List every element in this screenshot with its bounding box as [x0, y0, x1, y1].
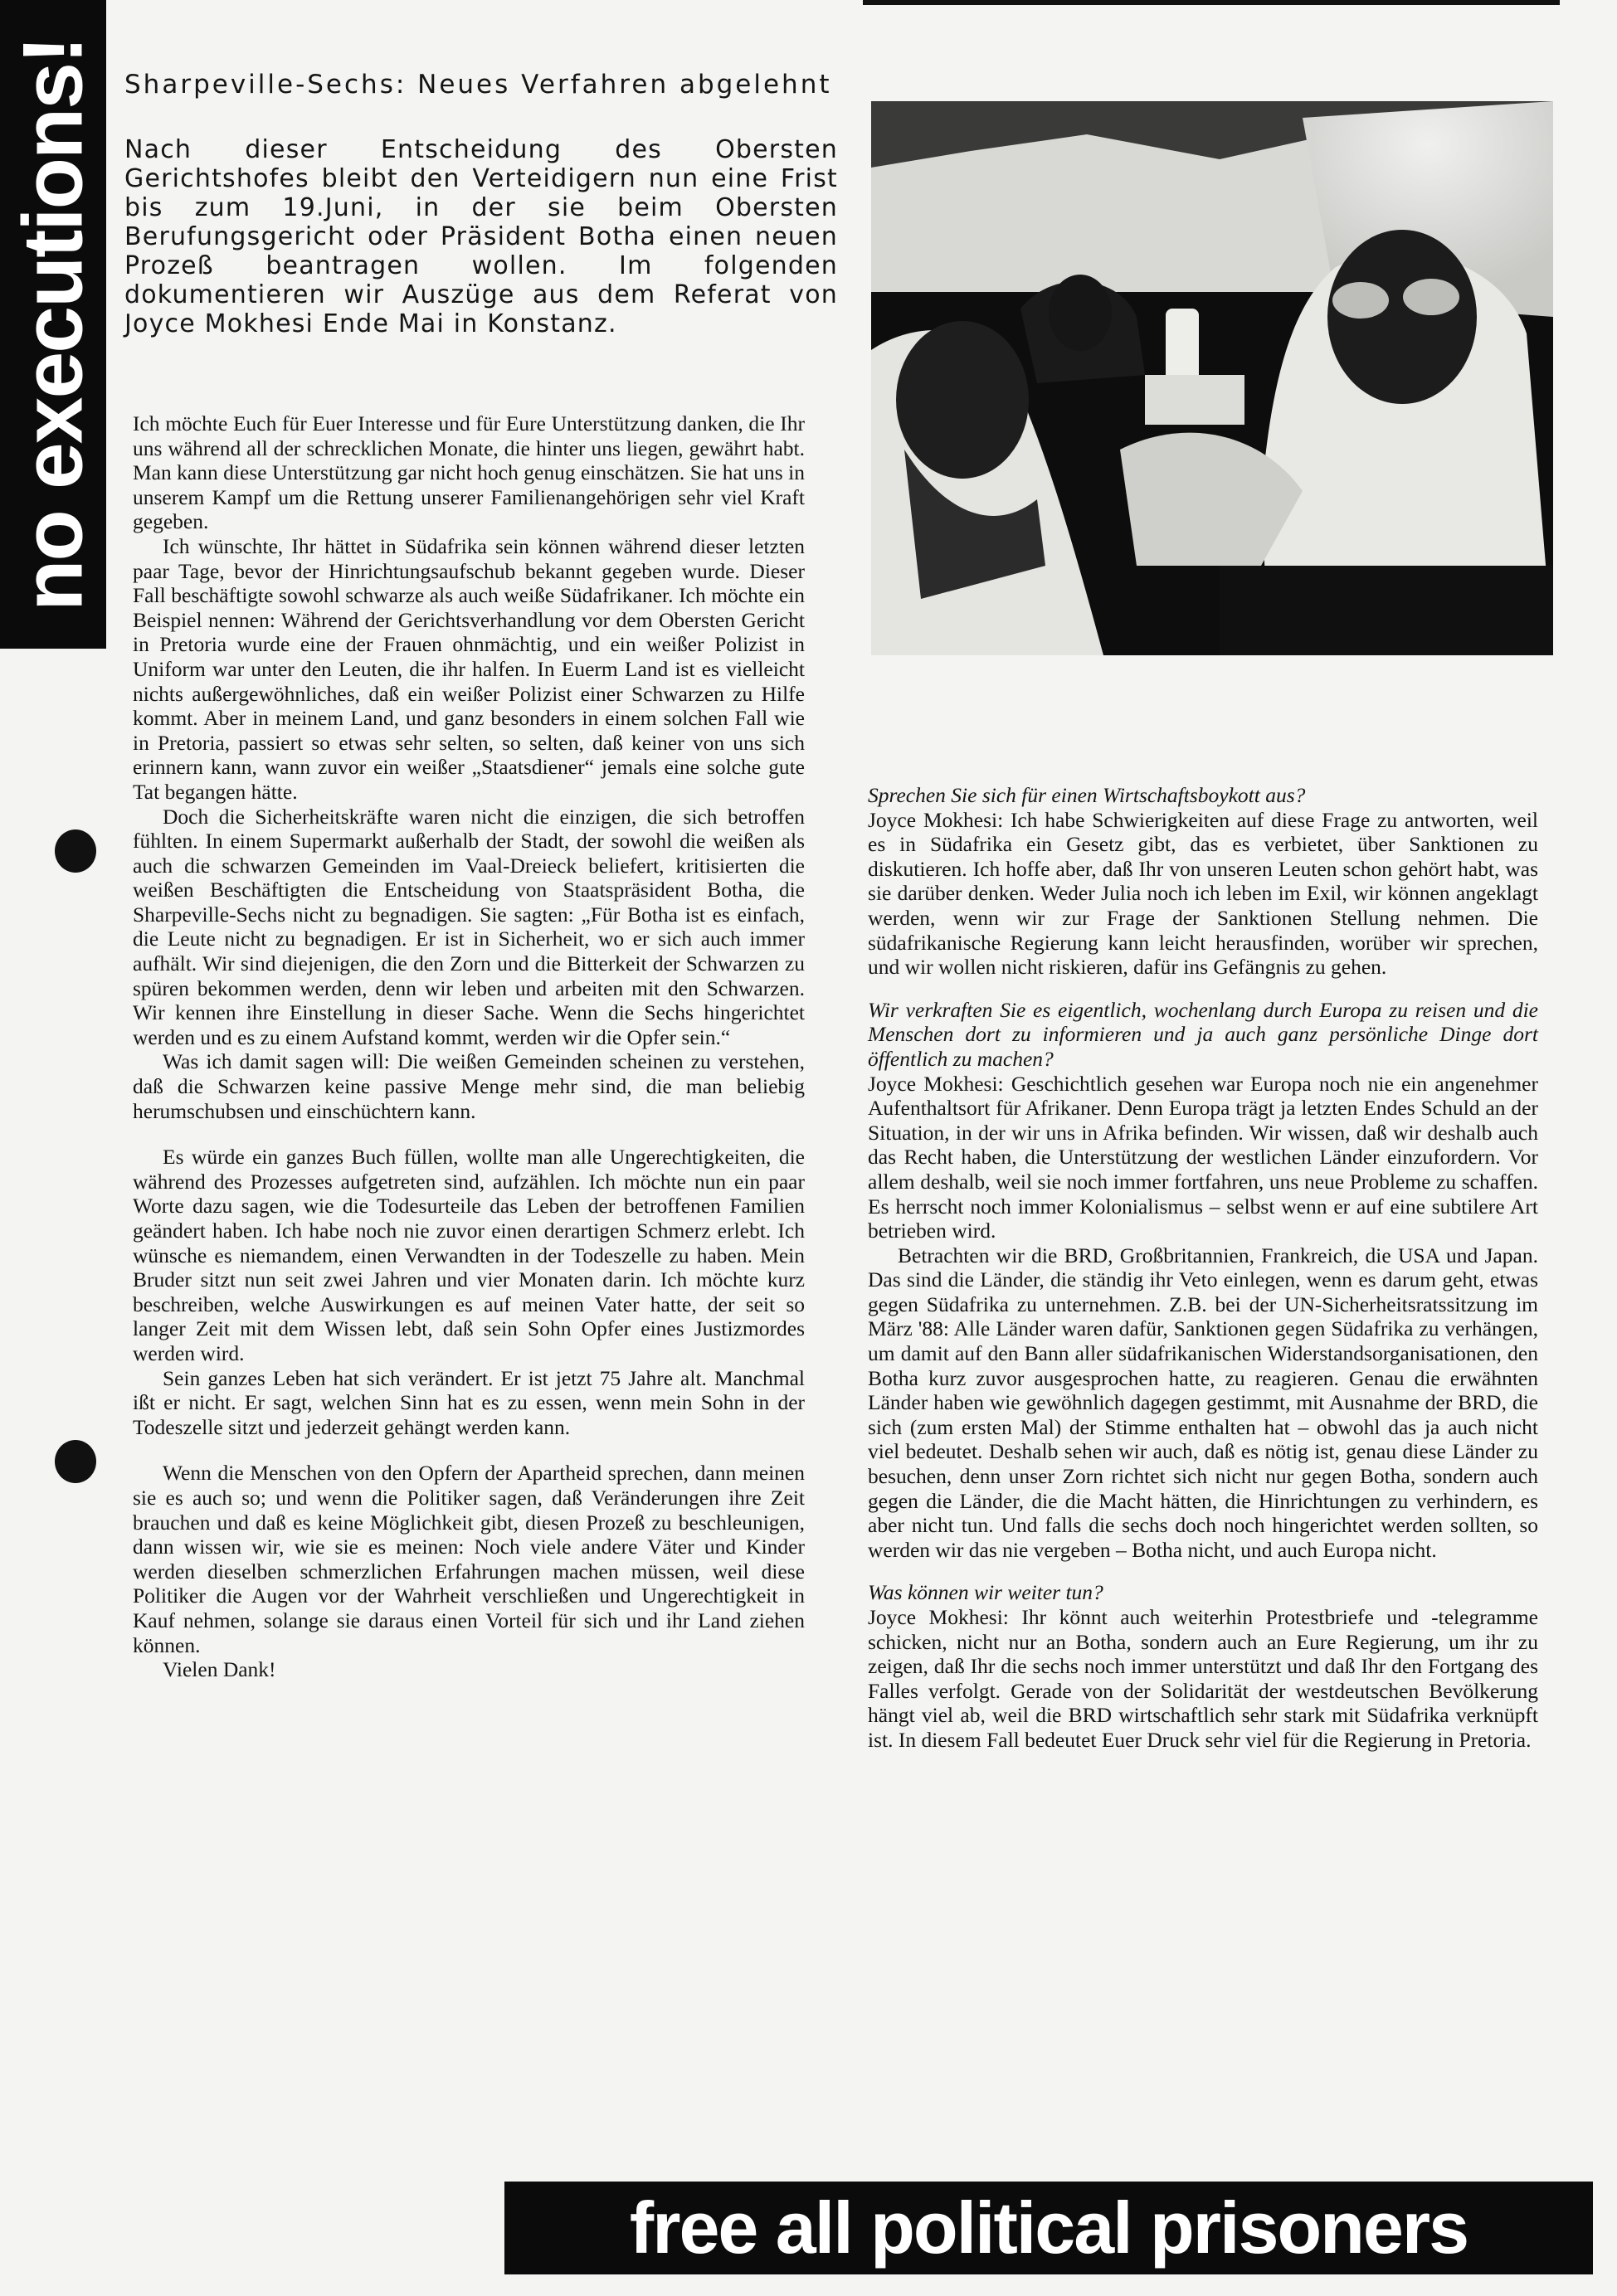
- closing-line: Vielen Dank!: [163, 1657, 276, 1682]
- article-intro: Nach dieser Entscheidung des Obersten Gerichtshofes bleibt den Verteidigern nun eine Frist bis zum 19.Juni, in der sie beim Obersten Berufungsgericht oder Präsident Botha einen neuen Prozeß beantragen wollen. Im folgenden dokumentieren wir Auszüge aus dem Referat von Joyce Mokhesi Ende Mai in Konstanz.: [124, 135, 838, 338]
- article-headline: Sharpeville-Sechs: Neues Verfahren abgelehnt: [124, 70, 832, 100]
- bottom-banner: [504, 2182, 1593, 2274]
- column-right: [868, 783, 1538, 1753]
- photo-image: [871, 101, 1553, 655]
- punch-hole: [55, 829, 96, 873]
- interview-answer: Joyce Mokhesi: Ich habe Schwierigkeiten auf diese Frage zu antworten, weil es in Südafrika ein Gesetz gibt, das es verbietet, über Sanktionen zu diskutieren. Ich hoffe aber, daß Ihr von unseren Leuten schon gehört habt, was sie darüber denken. Weder Julia noch ich leben im Exil, wir können angeklagt werden, wenn wir zur Frage der Sanktionen Stellung nehmen. Die südafrikanische Regierung kann leicht herausfinden, worüber wir sprechen, und wir wollen nicht riskieren, dafür ins Gefängnis zu gehen.: [868, 807, 1538, 980]
- body-paragraph: Was ich damit sagen will: Die weißen Gemeinden scheinen zu verstehen, daß die Schwarzen keine passive Menge mehr sind, die man beliebig herumschubsen und einschüchtern kann.: [133, 1049, 805, 1123]
- body-paragraph: Ich möchte Euch für Euer Interesse und für Eure Unterstützung danken, die Ihr uns während all der schrecklichen Monate, die hinter uns liegen, gewährt habt. Man kann diese Unterstützung gar nicht hoch genug einschätzen. Sie hat uns in unserem Kampf um die Rettung unserer Familienangehörigen sehr viel Kraft gegeben.: [133, 411, 805, 534]
- body-paragraph: Ich wünschte, Ihr hättet in Südafrika sein können während dieser letzten paar Tage, bevor der Hinrichtungsaufschub bekannt gegeben wurde. Dieser Fall beschäftigte sowohl schwarze als auch weiße Südafrikaner. Ich möchte ein Beispiel nennen: Während der Gerichtsverhandlung vor dem Obersten Gericht in Pretoria wurde eine der Frauen ohnmächtig, und ein weißer Polizist in Uniform war unter den Leuten, die ihr halfen. In Euerm Land ist es vielleicht nichts außergewöhnliches, daß ein weißer Polizist einer Schwarzen zu Hilfe kommt. Aber in meinem Land, und ganz besonders in einem solchen Fall wie in Pretoria, passiert so etwas sehr selten, so selten, daß keiner von uns sich erinnern kann, wann zuvor ein weißer „Staatsdiener“ jemals eine solche gute Tat begangen hätte.: [133, 533, 805, 804]
- body-paragraph: Sein ganzes Leben hat sich verändert. Er ist jetzt 75 Jahre alt. Manchmal ißt er nicht. Er sagt, welchen Sinn hat es zu essen, wenn mein Sohn in der Todeszelle sitzt und jederzeit gehängt werden kann.: [133, 1365, 805, 1439]
- interview-question: Was können wir weiter tun?: [868, 1580, 1103, 1605]
- interview-answer: Joyce Mokhesi: Geschichtlich gesehen war Europa noch nie ein angenehmer Aufenthaltsort für Afrikaner. Denn Europa trägt ja letzten Endes Schuld an der Situation, in der wir uns in Afrika befinden. Wir wissen, daß wir deshalb auch das Recht haben, die Unterstützung der westlichen Länder einzufordern. Vor allem deshalb, weil sie noch immer fortfahren, uns neue Probleme zu schaffen. Es herrscht noch immer Kolonialismus – selbst wenn er auf eine subtilere Art betrieben wird.: [868, 1071, 1538, 1243]
- punch-hole: [55, 1440, 96, 1483]
- top-rule: [863, 0, 1560, 5]
- column-left: [133, 411, 805, 1682]
- body-paragraph: Wenn die Menschen von den Opfern der Apartheid sprechen, dann meinen sie es auch so; und wenn die Politiker sagen, daß Veränderungen ihre Zeit brauchen und daß es keine Möglichkeit gibt, diesen Prozeß zu beschleunigen, dann wissen wir, wie sie es meinen: Noch viele andere Väter und Kinder werden dieselben schmerzlichen Erfahrungen machen müssen, weil diese Politiker die Augen vor der Wahrheit verschließen und Ungerechtigkeit in Kauf nehmen, solange sie daraus einen Vorteil für sich und ihr Land ziehen können.: [133, 1461, 805, 1657]
- interview-question: Wir verkraften Sie es eigentlich, wochenlang durch Europa zu reisen und die Menschen dort zu informieren und ja auch ganz persönliche Dinge dort öffentlich zu machen?: [868, 997, 1538, 1071]
- interview-answer: Joyce Mokhesi: Ihr könnt auch weiterhin Protestbriefe und -telegramme schicken, nicht nur an Botha, sondern auch an Eure Regierung, um ihr zu zeigen, daß Ihr die sechs noch immer unterstützt und daß Ihr den Fortgang des Falles verfolgt. Gerade von der Solidarität der westdeutschen Bevölkerung hängt viel ab, weil die BRD wirtschaftlich sehr stark mit Südafrika verknüpft ist. In diesem Fall bedeutet Euer Druck sehr viel für die Regierung in Pretoria.: [868, 1605, 1538, 1752]
- side-banner-text: no executions!: [5, 37, 100, 611]
- article-photo: [871, 101, 1553, 655]
- body-paragraph: Es würde ein ganzes Buch füllen, wollte man alle Ungerechtigkeiten, die während des Prozesses aufgetreten sind, aufzählen. Ich möchte nun ein paar Worte dazu sagen, wie die Todesurteile das Leben der betroffenen Familien geändert haben. Ich habe noch nie zuvor einen derartigen Schmerz erlebt. Ich wünsche es niemandem, einen Verwandten in der Todeszelle zu haben. Mein Bruder sitzt nun seit zwei Jahren und vier Monaten darin. Ich möchte kurz beschreiben, welche Auswirkungen es auf meinen Vater hatte, der seit so langer Zeit mit dem Wissen lebt, daß sein Sohn Opfer eines Justizmordes werden wird.: [133, 1145, 805, 1365]
- interview-question: Sprechen Sie sich für einen Wirtschaftsboykott aus?: [868, 783, 1306, 807]
- interview-answer: Betrachten wir die BRD, Großbritannien, Frankreich, die USA und Japan. Das sind die Länder, die ständig ihr Veto einlegen, wenn es darum geht, etwas gegen Südafrika zu unternehmen. Z.B. bei der UN-Sicherheitsratssitzung im März '88: Alle Länder waren dafür, Sanktionen gegen Südafrika zu verhängen, um damit auf den Bann aller südafrikanischen Widerstandsorganisationen, den Botha kurz zuvor ausgesprochen hatte, zu reagieren. Genau die erwähnten Länder haben wie gewöhnlich dagegen gestimmt, mit Ausnahme der BRD, die sich (zum ersten Mal) der Stimme enthalten hat – obwohl das ja auch nicht viel bedeutet. Deshalb sehen wir auch, daß es nötig ist, genau diese Länder zu besuchen, denn unser Zorn richtet sich nicht nur gegen Botha, sondern auch gegen die Länder, die die Macht hätten, die Hinrichtungen zu verhindern, es aber nicht tun. Und falls die sechs doch noch hingerichtet werden sollten, so werden wir das nie vergeben – Botha nicht, und auch Europa nicht.: [868, 1243, 1538, 1562]
- side-banner: [0, 0, 106, 649]
- body-paragraph: Doch die Sicherheitskräfte waren nicht die einzigen, die sich betroffen fühlten. In einem Supermarkt außerhalb der Stadt, der sowohl die weißen als auch die schwarzen Gemeinden im Vaal-Dreieck beliefert, kritisierten die weißen Beschäftigten die Entscheidung von Staatspräsident Botha, die Sharpeville-Sechs nicht zu begnadigen. Sie sagten: „Für Botha ist es einfach, die Leute nicht zu begnadigen. Er ist in Sicherheit, wo er sich auch immer aufhält. Wir sind diejenigen, die den Zorn und die Bitterkeit der Schwarzen zu spüren bekommen werden, denn wir leben und arbeiten mit den Schwarzen. Wir kennen ihre Einstellung in dieser Sache. Wenn die Sechs hingerichtet werden und es zu einem Aufstand kommt, werden wir die Opfer sein.“: [133, 804, 805, 1049]
- bottom-banner-text: free all political prisoners: [629, 2187, 1468, 2269]
